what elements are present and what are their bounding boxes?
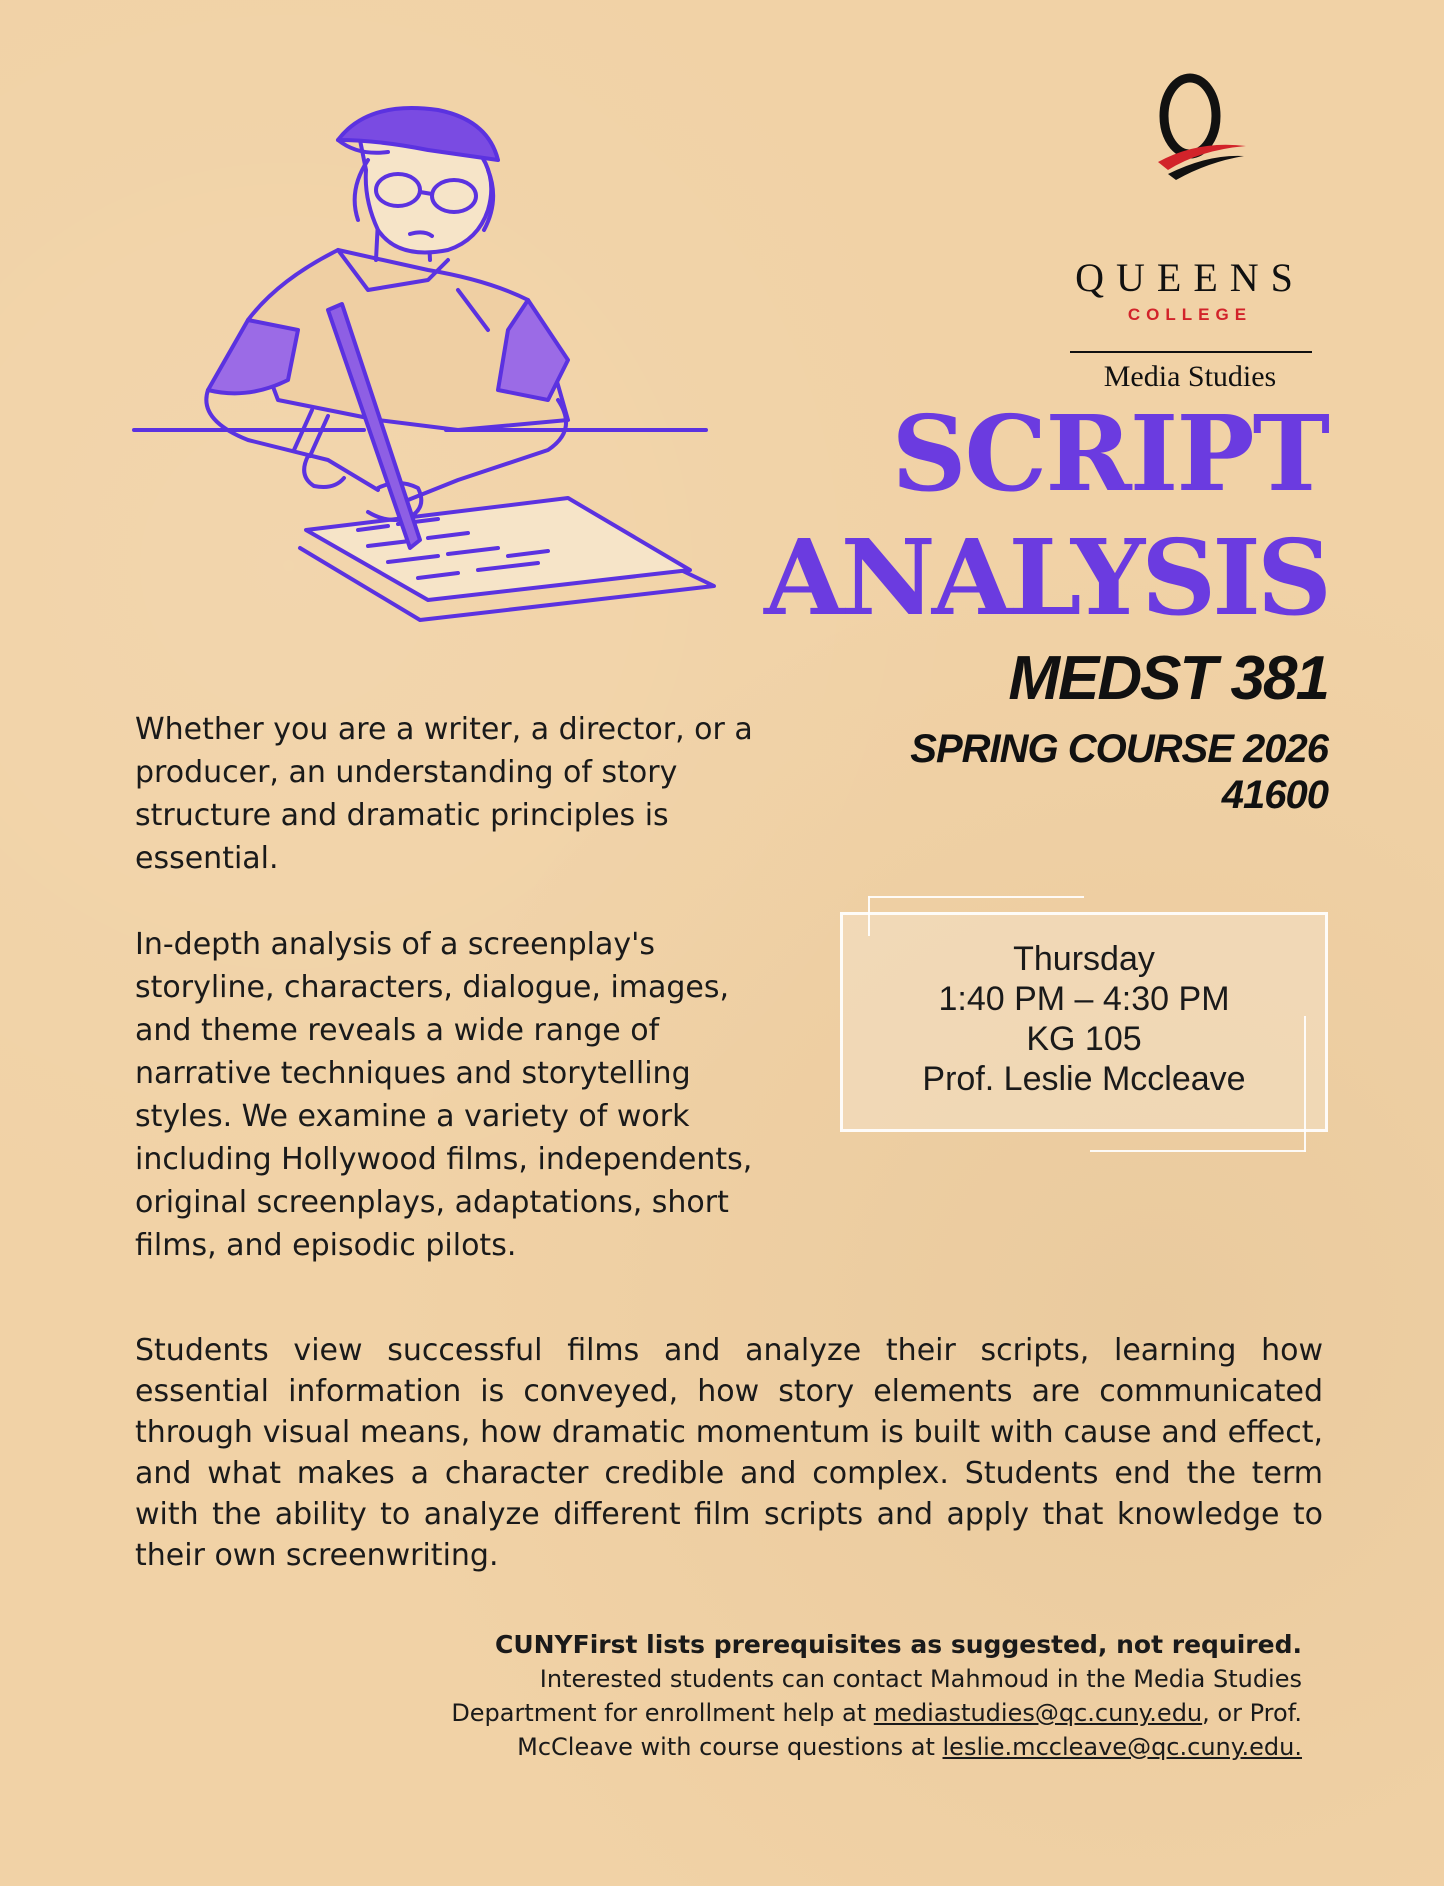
department-email-link[interactable]: mediastudies@qc.cuny.edu xyxy=(873,1699,1203,1727)
logo-wordmark: QUEENS xyxy=(1075,255,1305,300)
queens-college-logo xyxy=(1060,70,1320,393)
frame-line-top xyxy=(868,896,1084,898)
course-title xyxy=(708,392,1328,640)
queens-college-q-logo xyxy=(1138,70,1248,180)
contact-footer xyxy=(302,1628,1302,1764)
course-code: MEDST 381 xyxy=(1008,644,1328,713)
contact-line-2 xyxy=(302,1696,1302,1730)
intro-paragraph-1: Whether you are a writer, a director, or a producer, an understanding of story structure and dramatic principles is essential. xyxy=(135,712,753,876)
logo-subtitle: COLLEGE xyxy=(1127,305,1253,324)
instructor-email-link[interactable]: leslie.mccleave@qc.cuny.edu. xyxy=(942,1733,1302,1761)
course-title-line-1: SCRIPT xyxy=(891,392,1328,515)
schedule-instructor: Prof. Leslie Mccleave xyxy=(922,1060,1246,1098)
contact-line-1: Interested students can contact Mahmoud in the Media Studies xyxy=(539,1665,1302,1693)
schedule-time: 1:40 PM – 4:30 PM xyxy=(938,980,1230,1018)
course-title-line-2: ANALYSIS xyxy=(763,516,1328,639)
intro-text xyxy=(135,708,775,1310)
contact-line-2-suffix: , or Prof. xyxy=(1202,1699,1302,1727)
contact-line-3 xyxy=(302,1730,1302,1764)
contact-line-3-prefix: McCleave with course questions at xyxy=(517,1733,943,1761)
person-writing-script-illustration xyxy=(128,100,728,660)
course-term: SPRING COURSE 2026 xyxy=(910,727,1328,771)
frame-line-bottom xyxy=(1090,1150,1306,1152)
intro-paragraph-2: In-depth analysis of a screenplay's storyline, characters, dialogue, images, and theme reveals a wide range of narrative techniques and storytelling styles. We examine a variety of work including Hollywood films, independents, original screenplays, adaptations, short films, and episodic pilots. xyxy=(135,927,753,1263)
department-name: Media Studies xyxy=(1103,360,1277,393)
schedule-day: Thursday xyxy=(1013,940,1155,978)
schedule-box xyxy=(840,912,1328,1132)
course-term-block xyxy=(910,726,1328,818)
contact-line-2-prefix: Department for enrollment help at xyxy=(451,1699,874,1727)
logo-divider xyxy=(1070,351,1312,353)
schedule-room: KG 105 xyxy=(1026,1020,1142,1058)
prerequisite-note: CUNYFirst lists prerequisites as suggested, not required. xyxy=(494,1630,1302,1659)
course-number: 41600 xyxy=(1221,773,1328,817)
course-description: Students view successful films and analyze their scripts, learning how essential information is conveyed, how story elements are communicated through visual means, how dramatic momentum is built with cause and effect, and what makes a character credible and complex. Students end the term with the ability to analyze different film scripts and apply that knowledge to their own screenwriting. xyxy=(135,1333,1323,1573)
